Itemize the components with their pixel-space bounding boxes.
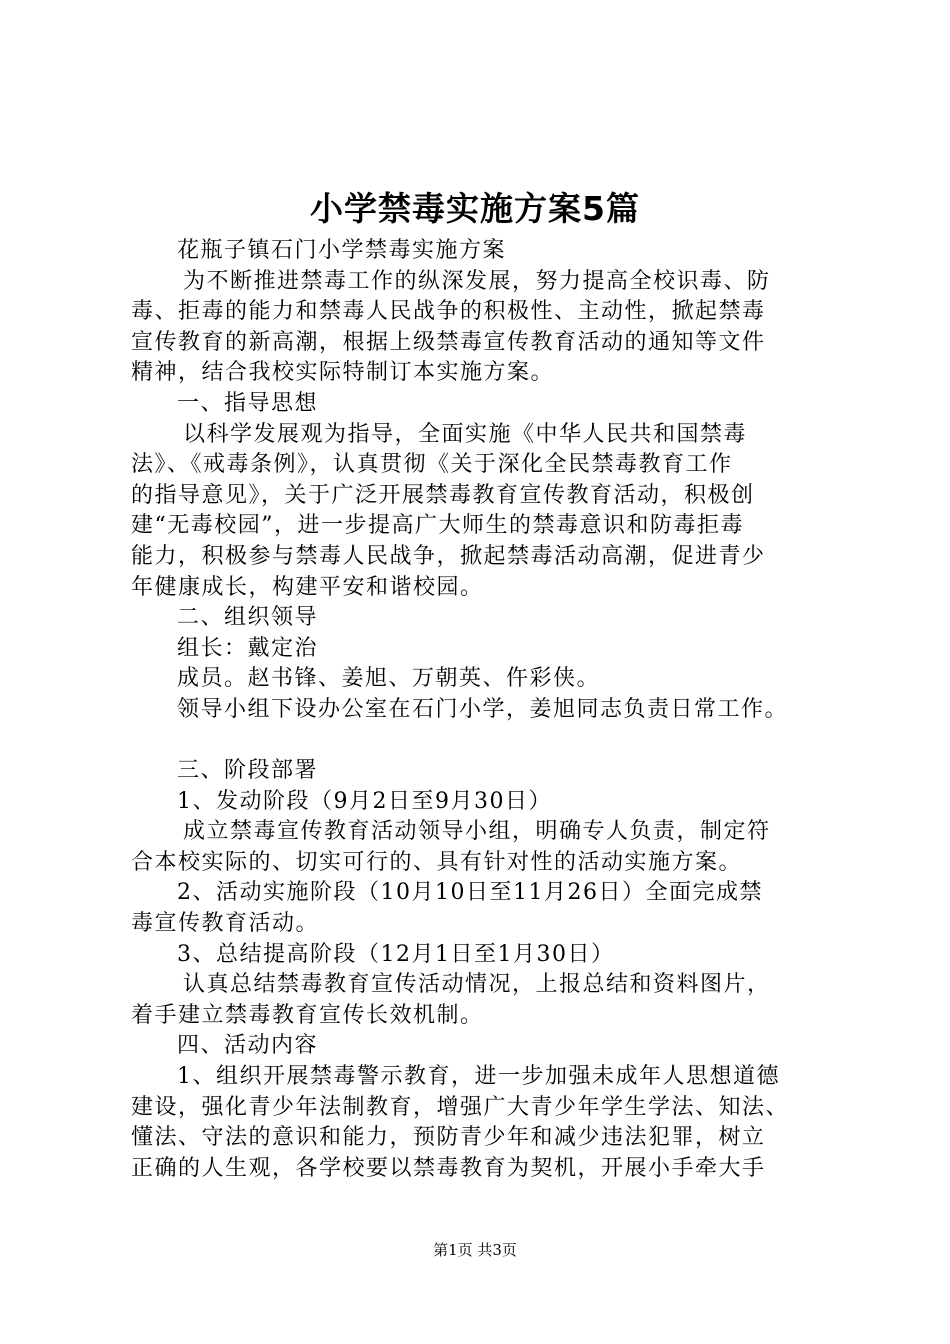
document-title: 小学禁毒实施方案5篇: [310, 189, 640, 228]
text-line: 着手建立禁毒教育宣传长效机制。: [131, 1002, 484, 1028]
text-line: 认真总结禁毒教育宣传活动情况，上报总结和资料图片，: [183, 972, 771, 998]
text-line: 合本校实际的、切实可行的、具有针对性的活动实施方案。: [131, 849, 743, 875]
text-line: 宣传教育的新高潮，根据上级禁毒宣传教育活动的通知等文件: [131, 329, 766, 355]
text-line: 3、总结提高阶段（12月1日至1月30日）: [177, 941, 615, 967]
text-line: 1、组织开展禁毒警示教育，进一步加强未成年人思想道德: [177, 1064, 780, 1090]
text-line: 1、发动阶段（9月2日至9月30日）: [177, 788, 552, 814]
text-line: 2、活动实施阶段（10月10日至11月26日）全面完成禁: [177, 880, 763, 906]
text-line: 成立禁毒宣传教育活动领导小组，明确专人负责，制定符: [183, 819, 771, 845]
text-line: 建“无毒校园”，进一步提高广大师生的禁毒意识和防毒拒毒: [131, 513, 744, 539]
text-line: 组长：戴定治: [177, 635, 319, 661]
text-line: 以科学发展观为指导，全面实施《中华人民共和国禁毒: [183, 421, 748, 447]
text-line: 为不断推进禁毒工作的纵深发展，努力提高全校识毒、防: [183, 268, 771, 294]
text-line: 二、组织领导: [177, 605, 319, 631]
text-line: 的指导意见》，关于广泛开展禁毒教育宣传教育活动，积极创: [131, 482, 755, 508]
document-body: [131, 236, 831, 1184]
text-line: 年健康成长，构建平安和谐校园。: [131, 574, 484, 600]
text-line: 精神，结合我校实际特制订本实施方案。: [131, 360, 555, 386]
text-line: 法》、《戒毒条例》，认真贯彻《关于深化全民禁毒教育工作: [131, 452, 733, 478]
text-line: 领导小组下设办公室在石门小学，姜旭同志负责日常工作。: [177, 696, 789, 722]
text-line: 建设，强化青少年法制教育，增强广大青少年学生学法、知法、: [131, 1094, 790, 1120]
text-line: 能力，积极参与禁毒人民战争，掀起禁毒活动高潮，促进青少: [131, 543, 766, 569]
text-line: 毒、拒毒的能力和禁毒人民战争的积极性、主动性，掀起禁毒: [131, 299, 766, 325]
text-line: 花瓶子镇石门小学禁毒实施方案: [177, 238, 507, 263]
text-line: 懂法、守法的意识和能力，预防青少年和减少违法犯罪，树立: [131, 1125, 766, 1151]
text-line: 正确的人生观，各学校要以禁毒教育为契机，开展小手牵大手: [131, 1155, 766, 1181]
text-line: 一、指导思想: [177, 390, 319, 416]
text-line: 成员。赵书锋、姜旭、万朝英、仵彩侠。: [177, 666, 601, 692]
text-line: 三、阶段部署: [177, 758, 319, 784]
text-line: 四、活动内容: [177, 1033, 319, 1059]
page-footer: 第1页 共3页: [433, 1241, 517, 1259]
blank-line: [131, 726, 831, 757]
text-line: 毒宣传教育活动。: [131, 911, 320, 937]
